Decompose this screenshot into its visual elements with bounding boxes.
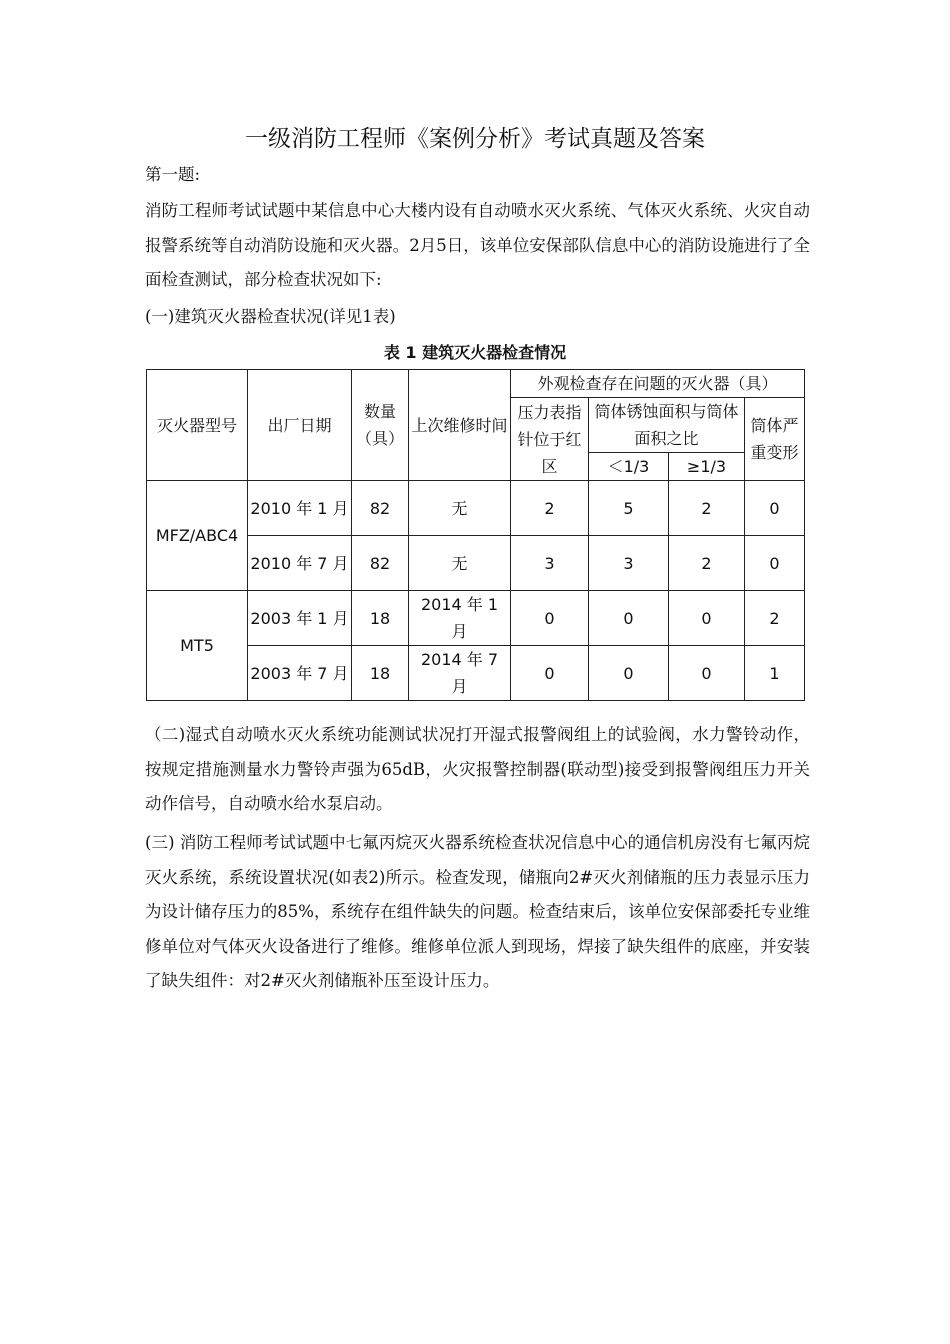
count-cell: 82: [352, 481, 409, 536]
ge-cell: 2: [669, 481, 745, 536]
model-cell: MT5: [147, 591, 248, 701]
repair-cell: 2014 年 7 月: [409, 646, 511, 701]
pressure-cell: 0: [511, 591, 589, 646]
header-pressure: 压力表指针位于红区: [511, 398, 589, 481]
date-cell: 2010 年 1 月: [248, 481, 352, 536]
header-lt: ＜1/3: [589, 453, 669, 481]
lt-cell: 0: [589, 591, 669, 646]
table-row: [147, 591, 805, 646]
lt-cell: 3: [589, 536, 669, 591]
header-ge: ≥1/3: [669, 453, 745, 481]
ge-cell: 0: [669, 591, 745, 646]
deform-cell: 0: [745, 481, 805, 536]
date-cell: 2003 年 1 月: [248, 591, 352, 646]
table-row: [147, 481, 805, 536]
repair-cell: 无: [409, 481, 511, 536]
header-deform: 筒体严重变形: [745, 398, 805, 481]
question-label: 第一题:: [145, 165, 201, 184]
model-cell: MFZ/ABC4: [147, 481, 248, 591]
header-date: 出厂日期: [248, 370, 352, 481]
table-caption: 表 1 建筑灭火器检查情况: [383, 343, 567, 362]
header-model: 灭火器型号: [147, 370, 248, 481]
document-title: 一级消防工程师《案例分析》考试真题及答案: [245, 126, 705, 152]
section-2-paragraph: （二)湿式自动喷水灭火系统功能测试状况打开湿式报警阀组上的试验阀，水力警铃动作，按规定措施测量水力警铃声强为65dB，火灾报警控制器(联动型)接受到报警阀组压力开关动作信号，自动喷水给水泵启动。: [145, 725, 810, 813]
deform-cell: 2: [745, 591, 805, 646]
pressure-cell: 2: [511, 481, 589, 536]
intro-paragraph: 消防工程师考试试题中某信息中心大楼内设有自动喷水灭火系统、气体灭火系统、火灾自动报警系统等自动消防设施和灭火器。2月5日，该单位安保部队信息中心的消防设施进行了全面检查测试，部分检查状况如下:: [145, 201, 810, 289]
repair-cell: 2014 年 1 月: [409, 591, 511, 646]
count-cell: 18: [352, 646, 409, 701]
date-cell: 2003 年 7 月: [248, 646, 352, 701]
header-appearance: 外观检查存在问题的灭火器（具）: [511, 370, 805, 398]
deform-cell: 1: [745, 646, 805, 701]
ge-cell: 2: [669, 536, 745, 591]
date-cell: 2010 年 7 月: [248, 536, 352, 591]
extinguisher-table: [146, 369, 804, 701]
pressure-cell: 0: [511, 646, 589, 701]
deform-cell: 0: [745, 536, 805, 591]
lt-cell: 0: [589, 646, 669, 701]
section-3-paragraph: (三) 消防工程师考试试题中七氟丙烷灭火器系统检查状况信息中心的通信机房没有七氟丙烷灭火系统，系统设置状况(如表2)所示。检查发现，储瓶向2#灭火剂储瓶的压力表显示压力为设计储存压力的85%，系统存在组件缺失的问题。检查结束后，该单位安保部委托专业维修单位对气体灭火设备进行了维修。维修单位派人到现场，焊接了缺失组件的底座，并安装了缺失组件：对2#灭火剂储瓶补压至设计压力。: [145, 833, 810, 990]
header-count: 数量（具）: [352, 370, 409, 481]
header-corrosion: 筒体锈蚀面积与筒体面积之比: [589, 398, 745, 453]
count-cell: 82: [352, 536, 409, 591]
section-1-heading: (一)建筑灭火器检查状况(详见1表): [145, 307, 396, 326]
ge-cell: 0: [669, 646, 745, 701]
lt-cell: 5: [589, 481, 669, 536]
header-repair: 上次维修时间: [409, 370, 511, 481]
repair-cell: 无: [409, 536, 511, 591]
pressure-cell: 3: [511, 536, 589, 591]
count-cell: 18: [352, 591, 409, 646]
